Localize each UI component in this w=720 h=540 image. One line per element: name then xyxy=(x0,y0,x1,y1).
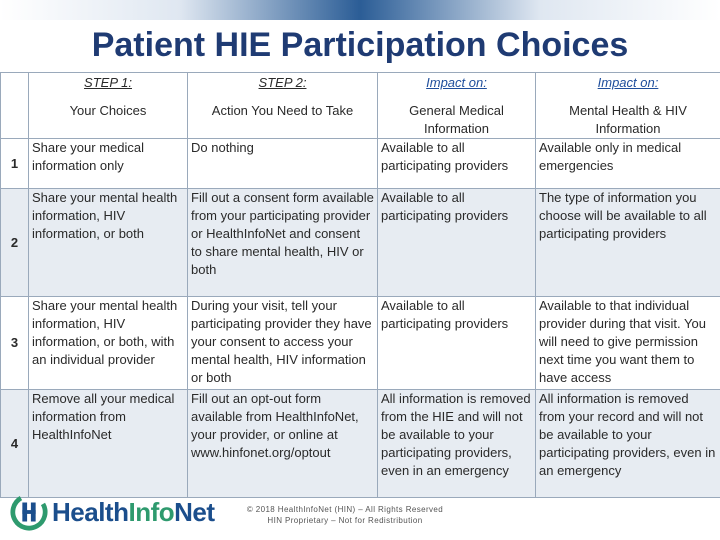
table-row xyxy=(1,189,720,297)
header-step1 xyxy=(29,73,188,139)
mental-impact-cell: Available only in medical emergencies xyxy=(536,139,720,189)
row-number: 4 xyxy=(1,390,29,498)
logo-health: Health xyxy=(52,496,129,527)
choice-cell: Share your mental health information, HIV information, or both xyxy=(29,189,188,297)
general-impact-cell: All information is removed from the HIE and will not be available to your participating providers, even in an emergency xyxy=(378,390,536,498)
table-row xyxy=(1,297,720,390)
mental-impact-cell: Available to that individual provider during that visit. You will need to give permission next time you want them to have access xyxy=(536,297,720,390)
top-gradient-band xyxy=(0,0,720,20)
mental-health-label: Mental Health & HIV Information xyxy=(569,103,687,136)
mental-impact-cell: All information is removed from your record and will not be available to your participating providers, even in an emergency xyxy=(536,390,720,498)
row-number: 2 xyxy=(1,189,29,297)
impact-mental-label: Impact on: xyxy=(597,75,659,90)
header-step2 xyxy=(188,73,378,139)
healthinfonet-logo-icon xyxy=(10,493,48,531)
logo-wordmark xyxy=(52,497,215,528)
header-blank-cell xyxy=(1,73,29,139)
general-impact-cell: Available to all participating providers xyxy=(378,297,536,390)
impact-general-label: Impact on: xyxy=(426,75,487,90)
action-label: Action You Need to Take xyxy=(211,103,354,118)
action-cell: Do nothing xyxy=(188,139,378,189)
table-row xyxy=(1,139,720,189)
copyright-notice xyxy=(230,504,460,526)
row-number: 3 xyxy=(1,297,29,390)
mental-impact-cell: The type of information you choose will be available to all participating providers xyxy=(536,189,720,297)
copyright-line-2: HIN Proprietary – Not for Redistribution xyxy=(267,516,423,525)
copyright-line-1: © 2018 HealthInfoNet (HIN) – All Rights Reserved xyxy=(246,505,444,514)
table-header-row xyxy=(1,73,720,139)
participation-table xyxy=(0,72,720,498)
action-cell: Fill out an opt-out form available from HealthInfoNet, your provider, or online at www.hinfonet.org/optout xyxy=(188,390,378,498)
row-number: 1 xyxy=(1,139,29,189)
choice-cell: Share your medical information only xyxy=(29,139,188,189)
choice-cell: Share your mental health information, HIV information, or both, with an individual provider xyxy=(29,297,188,390)
logo-info: Info xyxy=(128,496,175,527)
page-title: Patient HIE Participation Choices xyxy=(91,26,629,64)
healthinfonet-logo xyxy=(10,492,220,532)
header-impact-mental xyxy=(536,73,720,139)
step1-label: STEP 1: xyxy=(84,75,132,90)
step2-label: STEP 2: xyxy=(258,75,307,90)
general-impact-cell: Available to all participating providers xyxy=(378,139,536,189)
logo-net: Net xyxy=(174,496,215,527)
action-cell: Fill out a consent form available from your participating provider or HealthInfoNet and consent to share mental health, HIV or both xyxy=(188,189,378,297)
general-impact-cell: Available to all participating providers xyxy=(378,189,536,297)
general-medical-label: General Medical Information xyxy=(409,103,504,136)
choice-cell: Remove all your medical information from HealthInfoNet xyxy=(29,390,188,498)
your-choices-label: Your Choices xyxy=(69,103,147,118)
action-cell: During your visit, tell your participating provider they have your consent to access your mental health, HIV information or both xyxy=(188,297,378,390)
table-row xyxy=(1,390,720,498)
header-impact-general xyxy=(378,73,536,139)
